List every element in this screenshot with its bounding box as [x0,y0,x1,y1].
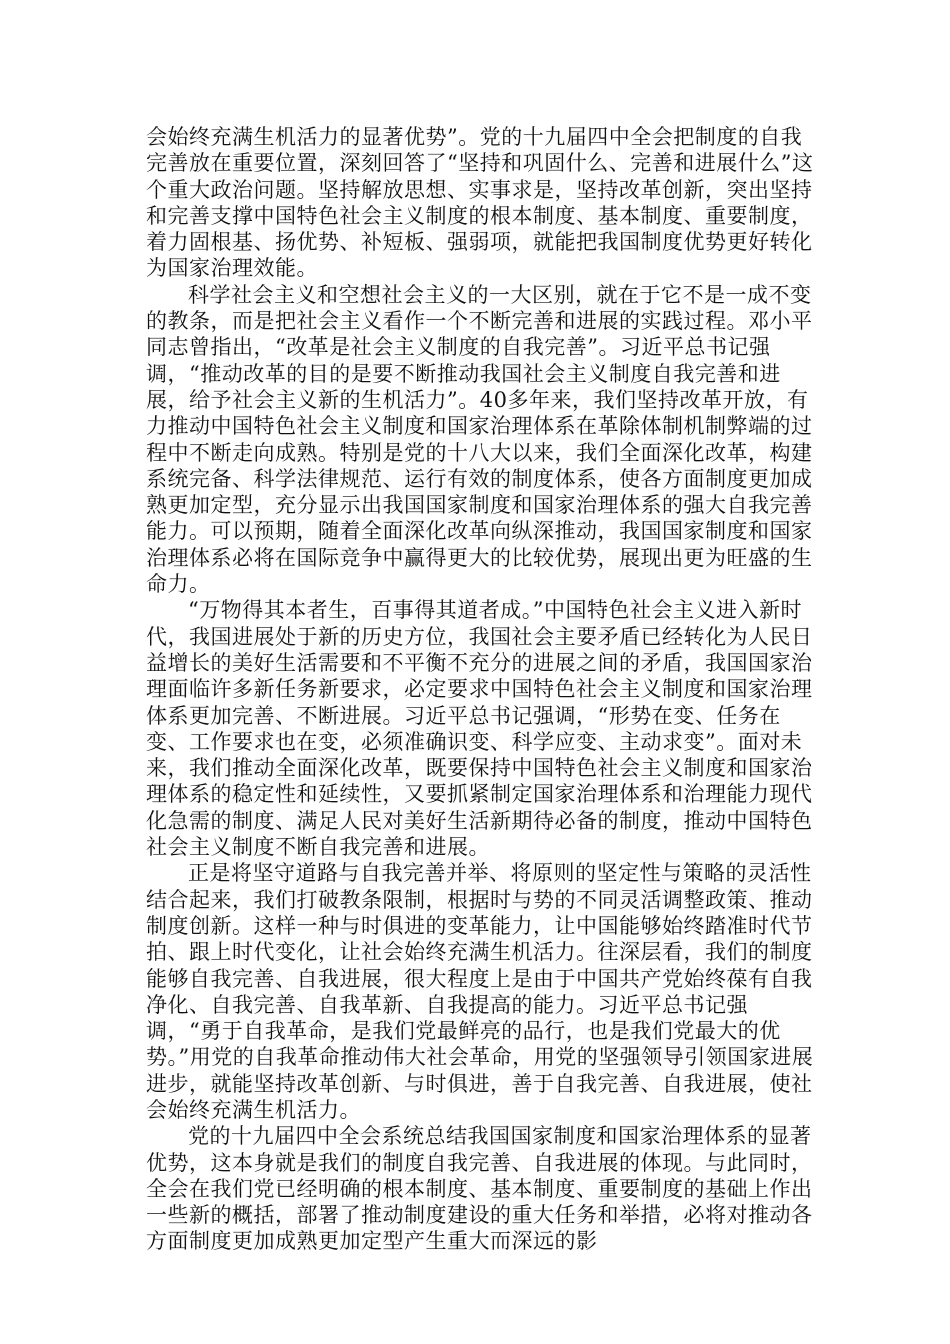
paragraph-5: 党的十九届四中全会系统总结我国国家制度和国家治理体系的显著优势，这本身就是我们的制度自我完善、自我进展的体现。与此同时，全会在我们党已经明确的根本制度、基本制度、重要制度的基础上作出一些新的概括，部署了推动制度建设的重大任务和举措，必将对推动各方面制度更加成熟更加定型产生重大而深远的影 [146,1124,813,1254]
paragraph-4: 正是将坚守道路与自我完善并举、将原则的坚定性与策略的灵活性结合起来，我们打破教条限制，根据时与势的不同灵活调整政策、推动制度创新。这样一种与时俱进的变革能力，让中国能够始终踏准时代节拍、跟上时代变化，让社会始终充满生机活力。往深层看，我们的制度能够自我完善、自我进展，很大程度上是由于中国共产党始终葆有自我净化、自我完善、自我革新、自我提高的能力。习近平总书记强调，“勇于自我革命，是我们党最鲜亮的品行，也是我们党最大的优势。”用党的自我革命推动伟大社会革命，用党的坚强领导引领国家进展进步，就能坚持改革创新、与时俱进，善于自我完善、自我进展，使社会始终充满生机活力。 [146,861,814,1122]
paragraph-1: 会始终充满生机活力的显著优势”。党的十九届四中全会把制度的自我完善放在重要位置，深刻回答了“坚持和巩固什么、完善和进展什么”这个重大政治问题。坚持解放思想、实事求是，坚持改革创新，突出坚持和完善支撑中国特色社会主义制度的根本制度、基本制度、重要制度，着力固根基、扬优势、补短板、强弱项，就能把我国制度优势更好转化为国家治理效能。 [146,125,814,281]
paragraph-2: 科学社会主义和空想社会主义的一大区别，就在于它不是一成不变的教条，而是把社会主义看作一个不断完善和进展的实践过程。邓小平同志曾指出，“改革是社会主义制度的自我完善”。习近平总书记强调，“推动改革的目的是要不断推动我国社会主义制度自我完善和进展，给予社会主义新的生机活力”。40多年来，我们坚持改革开放，有力推动中国特色社会主义制度和国家治理体系在革除体制机制弊端的过程中不断走向成熟。特别是党的十八大以来，我们全面深化改革，构建系统完备、科学法律规范、运行有效的制度体系，使各方面制度更加成熟更加定型，充分显示出我国国家制度和国家治理体系的强大自我完善能力。可以预期，随着全面深化改革向纵深推动，我国国家制度和国家治理体系必将在国际竞争中赢得更大的比较优势，展现出更为旺盛的生命力。 [146,282,813,597]
document-body [146,124,816,1255]
paragraph-3: “万物得其本者生，百事得其道者成。”中国特色社会主义进入新时代，我国进展处于新的历史方位，我国社会主要矛盾已经转化为人民日益增长的美好生活需要和不平衡不充分的进展之间的矛盾，我国国家治理面临许多新任务新要求，必定要求中国特色社会主义制度和国家治理体系更加完善、不断进展。习近平总书记强调，“形势在变、任务在变、工作要求也在变，必须准确识变、科学应变、主动求变”。面对未来，我们推动全面深化改革，既要保持中国特色社会主义制度和国家治理体系的稳定性和延续性，又要抓紧制定国家治理体系和治理能力现代化急需的制度、满足人民对美好生活新期待必备的制度，推动中国特色社会主义制度不断自我完善和进展。 [146,598,813,860]
